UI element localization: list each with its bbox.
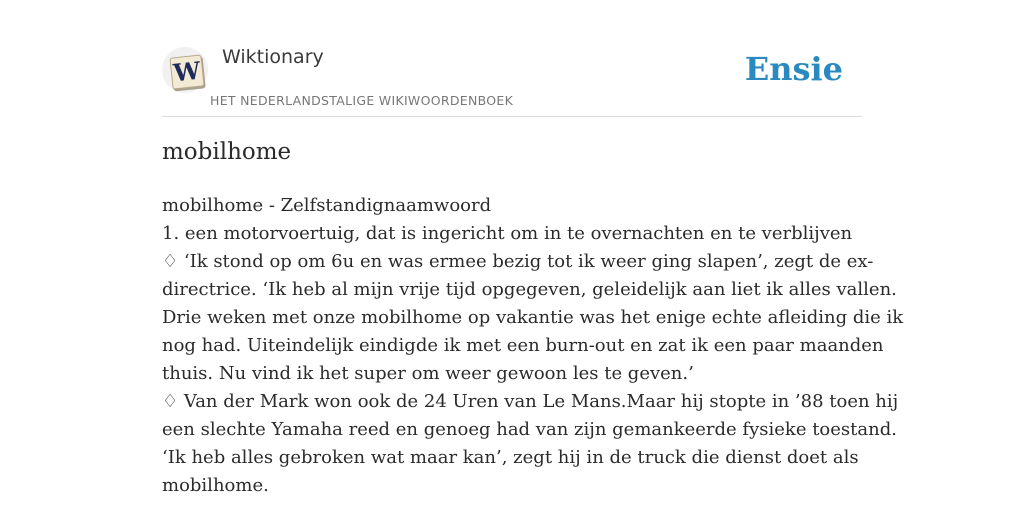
ensie-brand-logo[interactable]: Ensie <box>744 50 843 88</box>
example-2-line: ‘Ik heb alles gebroken wat maar kan’, zegt hij in de truck die dienst doet als <box>162 447 859 468</box>
example-1-line: ♢ ‘Ik stond op om 6u en was ermee bezig tot ik weer ging slapen’, zegt de ex- <box>162 251 874 272</box>
site-name[interactable]: Wiktionary <box>222 46 324 68</box>
word-class-text: mobilhome - Zelfstandignaamwoord <box>162 195 492 216</box>
example-quote-2 <box>162 388 899 500</box>
example-1-line: thuis. Nu vind ik het super om weer gewoon les te geven.’ <box>162 363 694 384</box>
logo-tile: W <box>169 54 204 89</box>
example-2-line: mobilhome. <box>162 475 269 496</box>
page-title: mobilhome <box>162 139 292 165</box>
word-class-line <box>162 192 862 220</box>
example-1-line: directrice. ‘Ik heb al mijn vrije tijd opgegeven, geleidelijk aan liet ik alles vallen. <box>162 279 897 300</box>
site-tagline: HET NEDERLANDSTALIGE WIKIWOORDENBOEK <box>210 93 514 108</box>
definition-line <box>162 220 862 248</box>
page <box>162 0 904 496</box>
entry-content <box>162 192 904 500</box>
example-2-line: ♢ Van der Mark won ook de 24 Uren van Le Mans.Maar hij stopte in ’88 toen hij <box>162 391 899 412</box>
definition-text: 1. een motorvoertuig, dat is ingericht om in te overnachten en te verblijven <box>162 223 853 244</box>
example-quote-1 <box>162 248 904 388</box>
wiktionary-logo-icon[interactable] <box>162 47 208 93</box>
example-1-line: Drie weken met onze mobilhome op vakantie was het enige echte afleiding die ik <box>162 307 904 328</box>
site-header <box>162 0 862 117</box>
example-1-line: nog had. Uiteindelijk eindigde ik met een burn-out en zat ik een paar maanden <box>162 335 884 356</box>
example-2-line: een slechte Yamaha reed en genoeg had van zijn gemankeerde fysieke toestand. <box>162 419 897 440</box>
